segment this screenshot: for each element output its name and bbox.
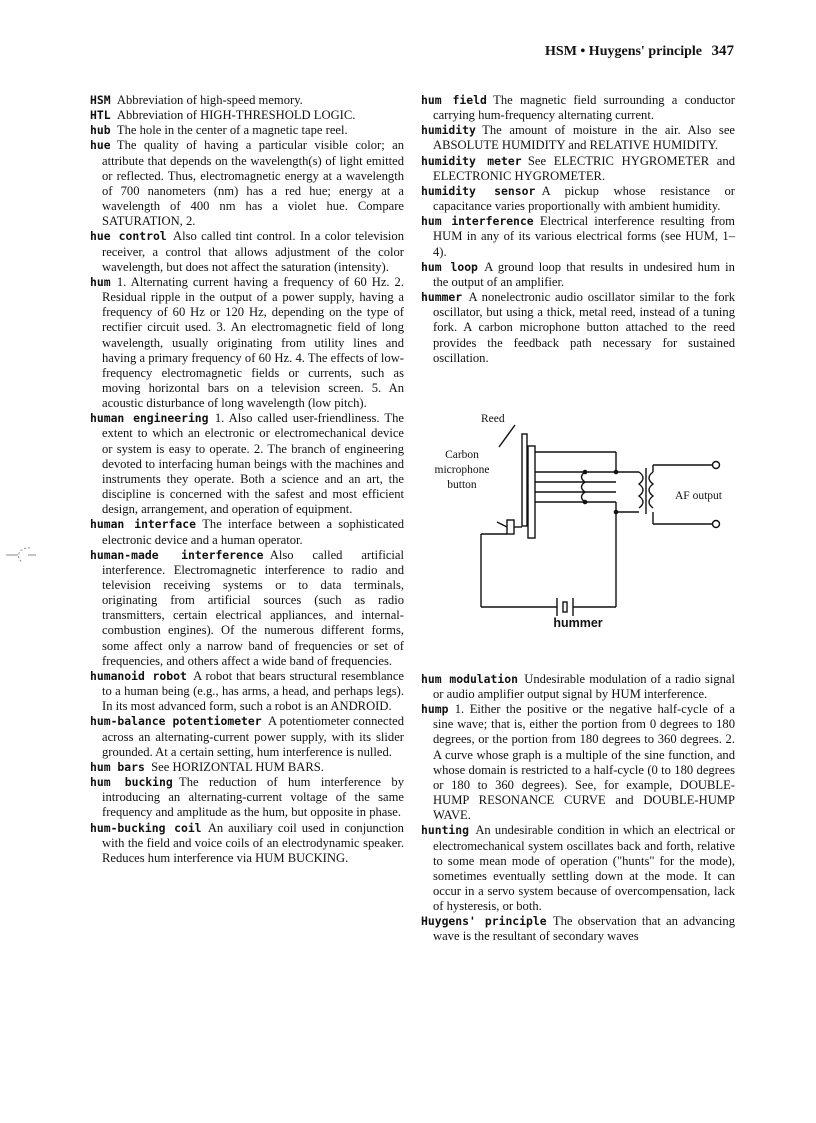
entry-definition: The reduction of hum interference by introducing an alternating-current voltage of the same frequency and amplitude as the hum, but opposite in phase.: [102, 775, 404, 820]
dictionary-entry: [421, 702, 735, 823]
right-entry-list-bottom: [421, 672, 735, 945]
entry-term: HSM: [90, 93, 111, 107]
entry-definition: An auxiliary coil used in conjunction with the field and voice coils of an electrodynamic speaker. Reduces hum interference via HUM BUCKING.: [102, 820, 404, 865]
entry-definition: An undesirable condition in which an electrical or electromechanical system oscillates back and forth, relative to some mean mode of operation ("hunts" for the mode), sometimes eventually settling down at the mode. It can occur in a servo system because of overcompensation, lack of hysteresis, or both.: [433, 823, 735, 914]
entry-term: hum loop: [421, 259, 478, 274]
entry-definition: A potentiometer connected across an alternating-current power supply, with its slider grounded. At a certain setting, hum interference is nulled.: [102, 714, 404, 759]
entry-term: hunting: [421, 823, 470, 838]
entry-term: hump: [421, 702, 449, 717]
left-entry-list: [90, 93, 404, 866]
entry-definition: The quality of having a particular visible color; an attribute that depends on the wavelength(s) of light emitted or reflected. Thus, electromagnetic energy at a wavelength of 700 nanometers (nm) has a red hue; energy at a wavelength of 400 nm has a violet hue. Compare SATURATION, 2.: [102, 138, 404, 229]
entry-definition: See HORIZONTAL HUM BARS.: [151, 759, 324, 774]
entry-term: hum-balance potentiometer: [90, 714, 262, 729]
entry-definition: The magnetic field surrounding a conductor carrying hum-frequency alternating current.: [433, 93, 735, 123]
dictionary-entry: [421, 260, 735, 290]
dictionary-entry: [90, 229, 404, 274]
entry-term: hum bars: [90, 759, 145, 774]
entry-term: hum-bucking coil: [90, 820, 202, 835]
dictionary-entry: [421, 93, 735, 123]
dictionary-entry: [421, 184, 735, 214]
entry-term: humidity: [421, 123, 476, 138]
entry-term: human-made interference: [90, 547, 264, 562]
right-column: [421, 93, 735, 945]
entry-definition: Abbreviation of high-speed memory.: [116, 93, 303, 107]
dictionary-entry: [421, 914, 735, 944]
dictionary-entry: [421, 672, 735, 702]
dictionary-entry: [90, 108, 404, 123]
entry-term: hum interference: [421, 214, 534, 229]
dictionary-entry: [90, 517, 404, 547]
right-entry-list-top: [421, 93, 735, 366]
hummer-figure: [421, 372, 735, 662]
entry-definition: A robot that bears structural resemblance to a human being (e.g., has arms, a head, and perhaps legs). In its most advanced form, such a robot is an ANDROID.: [102, 668, 405, 714]
carbon-mic-label-line3: button: [447, 478, 477, 491]
registration-mark-icon: [0, 540, 40, 570]
dictionary-entry: [90, 93, 404, 108]
entry-definition: A pickup whose resistance or capacitance varies proportionally with ambient humidity.: [433, 183, 736, 214]
entry-definition: 1. Alternating current having a frequency of 60 Hz. 2. Residual ripple in the output of a power supply, having a frequency of 60 Hz or 120 Hz, depending on the type of rectifier circuit used. 3. An electromagnetic field of long wavelength, usually originating from utility lines and having a primary frequency of 60 Hz. 4. The effects of low-frequency electromagnetic fields or currents, such as moving horizontal bars on a television screen. 5. An acoustic disturbance of long wavelength (low pitch).: [102, 274, 404, 411]
entry-term: human interface: [90, 517, 196, 532]
dictionary-entry: [421, 290, 735, 366]
entry-term: hummer: [421, 290, 463, 305]
entry-term: hum modulation: [421, 671, 518, 686]
entry-definition: Electrical interference resulting from HUM in any of its various electrical forms (see HUM, 1–4).: [433, 214, 735, 259]
entry-term: hum: [90, 274, 111, 289]
carbon-mic-label-line1: Carbon: [445, 448, 479, 461]
dictionary-entry: [90, 548, 404, 669]
dictionary-entry: [90, 760, 404, 775]
entry-definition: A ground loop that results in undesired hum in the output of an amplifier.: [433, 259, 735, 289]
carbon-mic-label: [421, 448, 503, 493]
entry-term: hue: [90, 138, 111, 153]
entry-term: HTL: [90, 108, 111, 123]
carbon-mic-label-line2: microphone: [434, 463, 490, 476]
dictionary-entry: [421, 823, 735, 914]
entry-term: humanoid robot: [90, 668, 187, 683]
entry-term: Huygens' principle: [421, 914, 547, 929]
entry-definition: See ELECTRIC HYGROMETER and ELECTRONIC HYGROMETER.: [433, 153, 735, 183]
entry-term: hue control: [90, 229, 167, 244]
entry-term: human engineering: [90, 411, 209, 426]
dictionary-entry: [90, 714, 404, 759]
header-title: HSM • Huygens' principle: [545, 44, 702, 59]
entry-definition: 1. Also called user-friendliness. The extent to which an electronic or electromechanical device or system is easy to operate. 2. The branch of engineering devoted to interfacing human beings with the machines and instruments they operate. Both a science and an art, the discipline is concerned with the safest and most efficient design, arrangement, and operation of equipment.: [102, 411, 404, 517]
dictionary-entry: [90, 275, 404, 411]
entry-definition: The interface between a sophisticated electronic device and a human operator.: [102, 517, 404, 547]
dictionary-entry: [90, 138, 404, 229]
dictionary-entry: [90, 821, 404, 866]
running-header: [545, 43, 734, 60]
entry-term: hub: [90, 123, 111, 138]
left-column: [90, 93, 404, 866]
entry-term: hum bucking: [90, 775, 173, 790]
entry-definition: Abbreviation of HIGH-THRESHOLD LOGIC.: [116, 108, 356, 123]
reed-label: Reed: [481, 412, 505, 425]
entry-term: humidity meter: [421, 153, 522, 168]
entry-definition: The amount of moisture in the air. Also see ABSOLUTE HUMIDITY and RELATIVE HUMIDITY.: [433, 123, 735, 153]
entry-definition: Also called tint control. In a color television receiver, a control that allows adjustment of the color wavelength, but does not affect the saturation (intensity).: [102, 229, 405, 274]
entry-term: hum field: [421, 93, 487, 107]
dictionary-entry: [421, 123, 735, 153]
entry-definition: Undesirable modulation of a radio signal or audio amplifier output signal by HUM interference.: [433, 671, 736, 701]
page-number: 347: [711, 43, 734, 59]
entry-definition: The observation that an advancing wave is the resultant of secondary waves: [433, 914, 735, 944]
figure-caption: hummer: [553, 615, 603, 630]
entry-definition: 1. Either the positive or the negative half-cycle of a sine wave; that is, either the portion from 0 degrees to 180 degrees, or the portion from 180 degrees to 360 degrees. 2. A curve whose graph is a multiple of the sine function, and whose domain is restricted to a half-cycle (0 to 180 degrees or 180 to 360 degrees). See, for example, DOUBLE-HUMP RESONANCE CURVE and DOUBLE-HUMP WAVE.: [433, 702, 735, 823]
dictionary-entry: [421, 214, 735, 259]
dictionary-entry: [90, 669, 404, 714]
entry-term: humidity sensor: [421, 183, 536, 198]
dictionary-entry: [90, 775, 404, 820]
entry-definition: The hole in the center of a magnetic tape reel.: [116, 123, 348, 138]
dictionary-entry: [90, 411, 404, 517]
dictionary-entry: [421, 154, 735, 184]
af-output-label: AF output: [675, 489, 722, 502]
entry-definition: A nonelectronic audio oscillator similar to the fork oscillator, but using a thick, metal reed, instead of a tuning fork. A carbon microphone button attached to the reed provides the feedback path necessary for sustained oscillation.: [433, 290, 735, 365]
entry-definition: Also called artificial interference. Electromagnetic interference to radio and television receiving systems or to data terminals, originating from artificial sources (such as radio transmitters, certain electrical appliances, and internal-combustion engines). Of the numerous different forms, some affect only a narrow band of frequencies or set of frequencies, and others affect a wide band of frequencies.: [102, 547, 404, 668]
dictionary-entry: [90, 123, 404, 138]
